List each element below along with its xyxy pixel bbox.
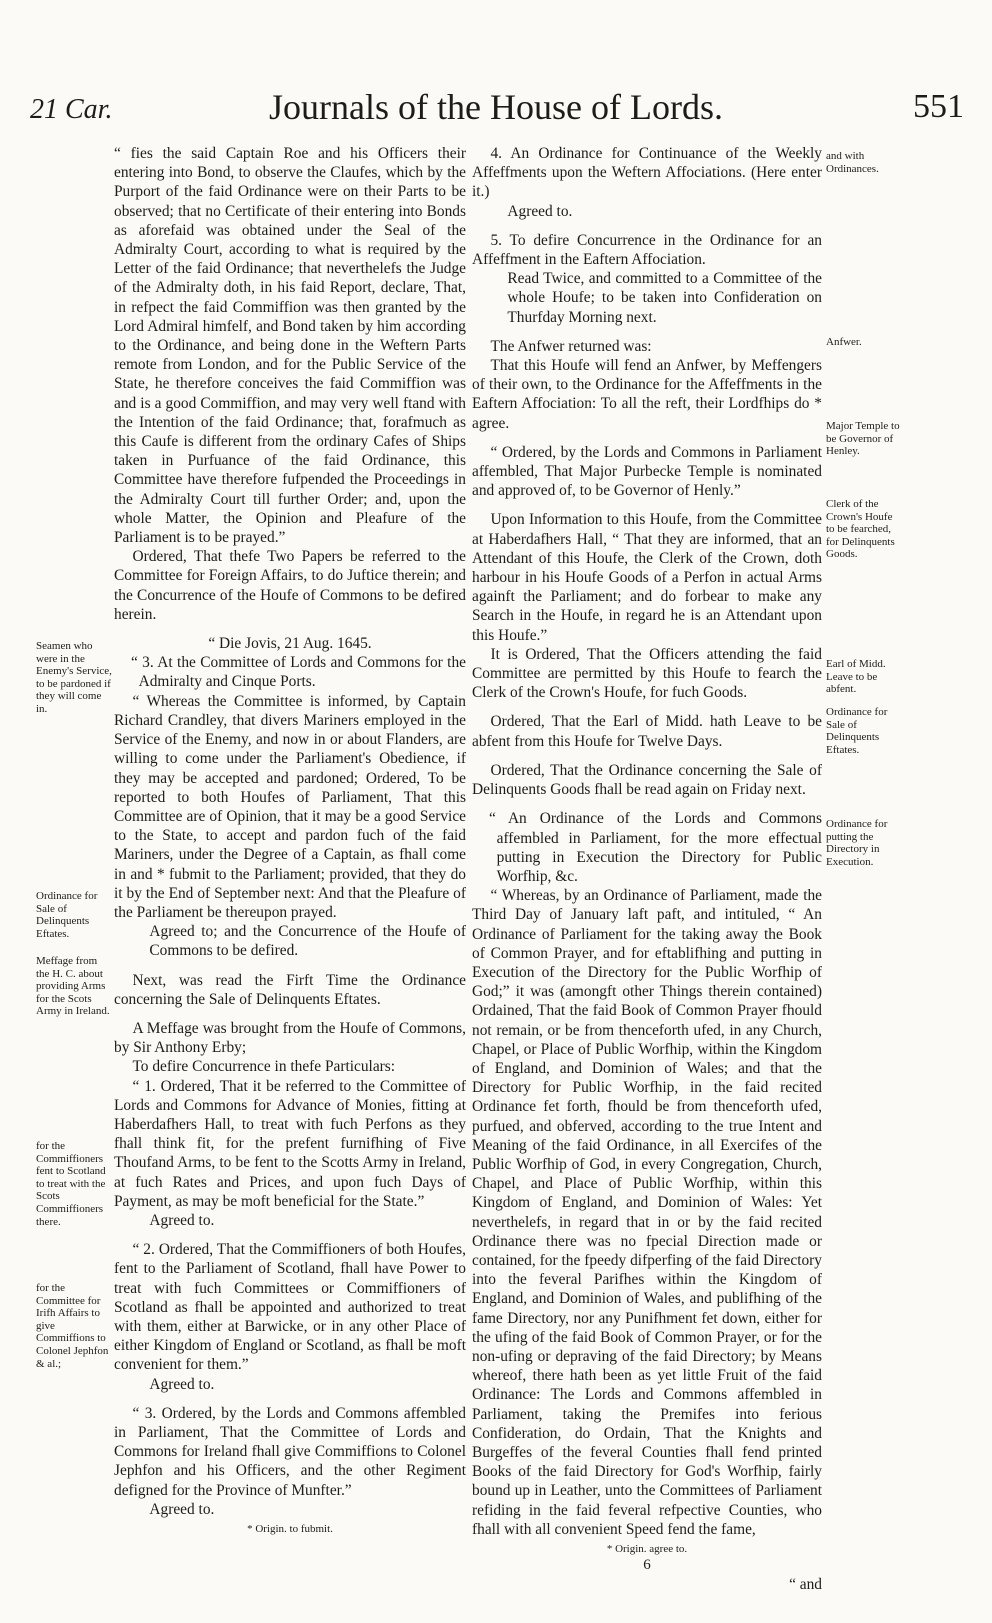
margin-note-clerk-crown: Clerk of the Crown's Houfe to be fearched, for Delinquents Goods. [826, 498, 895, 561]
paragraph-p1: “ fies the said Captain Roe and his Officers their entering into Bond, to observe the Claufes, which by the Purport of the faid Ordinance were on their Parts to be observed; that no Certificate of their entering into Bonds as aforefaid was obtained under the Seal of the Admiralty Court, according to what is required by the Letter of the faid Ordinance; that neverthelefs the Judge of the Admiralty doth, in his faid Report, declare, That, in refpect the faid Commiffion was then granted by the Lord Admiral himfelf, and Bond taken by him according to the Ordinance, and being done in the Weftern Parts remote from London, and for the Public Service of the State, he therefore conceives the faid Commiffion was and is a good Commiffion, and may very well ftand with the Intention of the faid Ordinance; that, forafmuch as this Caufe is different from the ordinary Cafes of Ships taken in Purfuance of the faid Ordinance, this Committee have therefore fufpended the Proceedings in the Admiralty Court till further Order; and, upon the whole Matter, the Opinion and Pleafure of the Parliament is to be prayed.” [114, 145, 466, 547]
paragraph-p5: “ Whereas the Committee is informed, by Captain Richard Crandley, that divers Mariners employed in the Service of the Enemy, and now in or about Flanders, are willing to come under the Parliament's Obedience, if they may be accepted and pardoned; Ordered, To be reported to both Houfes of Parliament, That this Committee are of Opinion, that it may be a good Service to the State, to accept and pardon fuch of the faid Mariners, under the Degree of a Captain, as fhall come in and * fubmit to the Parliament; provided, that they do it by the End of September next: And that the Pleafure of the Parliament be thereupon prayed. [114, 692, 466, 921]
paragraph-r11: Ordered, That the Ordinance concerning the Sale of Delinquents Goods fhall be read again on Friday next. [472, 761, 822, 799]
paragraph-p15: Agreed to. [149, 1500, 215, 1518]
left-column [114, 144, 466, 1536]
margin-note-earl-midd: Earl of Midd. Leave to be abfent. [826, 658, 886, 696]
right-column [472, 144, 822, 1594]
paragraph-p2: Ordered, That thefe Two Papers be referred to the Committee for Foreign Affairs, to do Juftice therein; and the Concurrence of the Houfe of Commons to be defired herein. [114, 548, 466, 623]
paragraph-r5: The Anfwer returned was: [490, 337, 652, 355]
margin-note-irish-affairs: for the Committee for Irifh Affairs to give Commiffions to Colonel Jephfon & al.; [36, 1282, 109, 1370]
catchword: “ and [789, 1576, 822, 1594]
paragraph-r7: “ Ordered, by the Lords and Commons in Parliament affembled, That Major Purbecke Temple is nominated and approved of, to be Governor of Henly.” [472, 443, 822, 500]
margin-note-answer: Anfwer. [826, 336, 862, 348]
paragraph-r13: “ Whereas, by an Ordinance of Parliament, made the Third Day of January laft paft, and intituled, “ An Ordinance of Parliament for the taking away the Book of Common Prayer, and for eftablifhing and putting in Execution of the Directory for the Public Worfhip of God;” it was (amongft other Things therein contained) Ordained, That the faid Book of Common Prayer fhould not remain, or be from thenceforth ufed, in any Church, Chapel, or Place of Public Worfhip, within the Kingdom of England, and Dominion of Wales; and that the Directory for Public Worfhip, in the faid recited Ordinance fet forth, fhould be from thenceforth ufed, purfued, and obferved, according to the true Intent and Meaning of the faid Ordinance, in all Exercifes of the Public Worfhip of God, in every Congregation, Church, Chapel, and Place of Public Worfhip, within this Kingdom of England, and Dominion of Wales: Yet neverthelefs, in regard that in or by the faid recited Ordinance there was no fpecial Direction made or contained, for the fpeedy difperfing of the faid Directory into the feveral Parifhes within the Kingdom of England, and Dominion of Wales, and publifhing of the fame Directory, nor any Punifhment fet down, either for the ufing of the faid Book of Common Prayer, or for the non-ufing or depraving of the faid Directory; by Means whereof, there hath been as yet little Fruit of the faid Ordinance: The Lords and Commons affembled in Parliament, taking the Premifes into ferious Confideration, do Ordain, That the Knights and Burgeffes of the feveral Counties fhall fend printed Books of the faid Directory for God's Worfhip, fairly bound up in Leather, unto the Committees of Parliament refiding in the faid feveral refpective Counties, who fhall with all convenient Speed fend the fame, [472, 887, 822, 1538]
paragraph-p3: “ Die Jovis, 21 Aug. 1645. [208, 635, 372, 653]
footnote: * Origin. agree to. [606, 1543, 688, 1556]
paragraph-r1: 4. An Ordinance for Continuance of the Weekly Affeffments upon the Weftern Affociations. (Here enter it.) [472, 145, 822, 201]
paragraph-r2: Agreed to. [507, 202, 573, 220]
page-number: 551 [913, 88, 964, 125]
running-header [0, 86, 992, 134]
margin-note-scots-commissioners: for the Commiffioners fent to Scotland to treat with the Scots Commiffioners there. [36, 1140, 106, 1228]
page-title: Journals of the House of Lords. [269, 87, 723, 127]
paragraph-p12: “ 2. Ordered, That the Commiffioners of both Houfes, fent to the Parliament of Scotland, fhall have Power to treat with fuch Committees or Commiffioners of Scotland as fhall be appointed and authorized to treat with them, either at Barwicke, or in any other Place of either Kingdom of England or Scotland, as fhall be moft convenient for them.” [114, 1241, 466, 1374]
paragraph-r4: Read Twice, and committed to a Committee of the whole Houfe; to be taken into Confideration on Thurfday Morning next. [507, 270, 822, 326]
margin-note-major-temple: Major Temple to be Governor of Henley. [826, 420, 900, 458]
margin-note-directory: Ordinance for putting the Directory in Execution. [826, 818, 888, 868]
footnote: * Origin. to fubmit. [247, 1523, 333, 1536]
paragraph-r3: 5. To defire Concurrence in the Ordinance for an Affeffment in the Eaftern Affociation. [472, 231, 822, 269]
margin-note-seamen: Seamen who were in the Enemy's Service, to be pardoned if they will come in. [36, 640, 112, 715]
margin-note-and-ordinances: and with Ordinances. [826, 150, 879, 175]
margin-note-ordinance-sale: Ordinance for Sale of Delinquents Eftates. [36, 890, 98, 940]
paragraph-r9: It is Ordered, That the Officers attending the faid Committee are permitted by this Houfe to fearch the Clerk of the Crown's Houfe, for fuch Goods. [472, 645, 822, 702]
paragraph-p10: “ 1. Ordered, That it be referred to the Committee of Lords and Commons for Advance of Monies, fitting at Haberdafhers Hall, to treat with fuch Perfons as they fhall think fit, for the prefent furnifhing of Five Thoufand Arms, to be fent to the Scotts Army in Ireland, at fuch Rates and Prices, and upon fuch Days of Payment, as may be moft beneficial for the State.” [114, 1077, 466, 1210]
paragraph-r12: “ An Ordinance of the Lords and Commons affembled in Parliament, for the more effectual putting in Execution the Directory for Public Worfhip, &c. [488, 810, 822, 885]
paragraph-p6: Agreed to; and the Concurrence of the Houfe of Commons to be defired. [149, 923, 466, 960]
paragraph-p14: “ 3. Ordered, by the Lords and Commons affembled in Parliament, That the Committee of Lords and Commons for Ireland fhall give Commiffions to Colonel Jephfon and his Officers, and the other Regiment defigned for the Province of Munfter.” [114, 1404, 466, 1499]
margin-note-message-arms: Meffage from the H. C. about providing Arms for the Scots Army in Ireland. [36, 955, 110, 1018]
paragraph-p7: Next, was read the Firft Time the Ordinance concerning the Sale of Delinquents Eftates. [114, 971, 466, 1008]
paragraph-r10: Ordered, That the Earl of Midd. hath Leave to be abfent from this Houfe for Twelve Days. [472, 713, 822, 750]
regnal-year: 21 Car. [30, 94, 113, 125]
paragraph-p4: “ 3. At the Committee of Lords and Commons for the Admiralty and Cinque Ports. [130, 654, 466, 691]
paragraph-p9: To defire Concurrence in thefe Particulars: [132, 1058, 396, 1076]
paragraph-r8: Upon Information to this Houfe, from the Committee at Haberdafhers Hall, “ That they are informed, that an Attendant of this Houfe, the Clerk of the Crown, doth harbour in his Houfe Goods of a Perfon in actual Arms againft the Parliament; and do forbear to make any Search in the Houfe, in regard he is an Attendant upon this Houfe.” [472, 511, 822, 644]
margin-note-ordinance-sale-right: Ordinance for Sale of Delinquents Eftates. [826, 706, 888, 756]
paragraph-r6: That this Houfe will fend an Anfwer, by Meffengers of their own, to the Ordinance for the Affeffments in the Eaftern Affociation: To all the reft, their Lordfhips do * agree. [472, 357, 822, 432]
paragraph-p8: A Meffage was brought from the Houfe of Commons, by Sir Anthony Erby; [114, 1019, 466, 1057]
signature-mark: 6 [643, 1557, 651, 1574]
paragraph-p11: Agreed to. [149, 1211, 215, 1229]
paragraph-p13: Agreed to. [149, 1375, 215, 1393]
